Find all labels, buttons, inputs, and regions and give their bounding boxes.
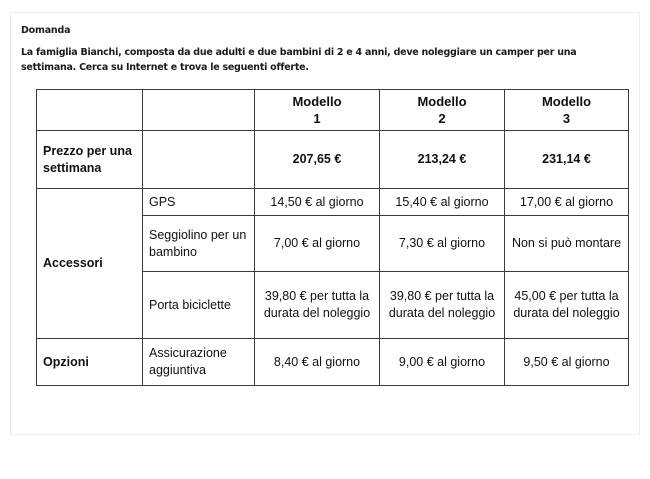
cell-gps-model-1: 14,50 € al giorno [255, 189, 380, 216]
row-label-accessori: Accessori [37, 189, 143, 339]
cell-gps-model-2: 15,40 € al giorno [380, 189, 505, 216]
header-model-2-line1: Modello [417, 94, 467, 109]
table-row [37, 189, 629, 216]
row-label-opzioni: Opzioni [37, 339, 143, 386]
row-sublabel-seggiolino: Seggiolino per un bambino [143, 216, 255, 272]
header-model-3-line2: 3 [562, 111, 571, 126]
question-heading: Domanda [21, 25, 71, 36]
cell-seggiolino-model-3: Non si può montare [505, 216, 629, 272]
cell-assicurazione-model-3: 9,50 € al giorno [505, 339, 629, 386]
row-sublabel-gps: GPS [143, 189, 255, 216]
header-model-1 [255, 90, 380, 131]
table-row [37, 131, 629, 189]
row-sublabel-assicurazione: Assicurazione aggiuntiva [143, 339, 255, 386]
question-card [10, 12, 640, 435]
cell-assicurazione-model-2: 9,00 € al giorno [380, 339, 505, 386]
cell-seggiolino-model-2: 7,30 € al giorno [380, 216, 505, 272]
cell-porta-biciclette-model-2: 39,80 € per tutta la durata del noleggio [380, 272, 505, 339]
row-sublabel-porta-biciclette: Porta biciclette [143, 272, 255, 339]
header-model-3-line1: Modello [541, 94, 592, 109]
header-model-1-line1: Modello [292, 94, 342, 109]
cell-prezzo-model-2: 213,24 € [380, 131, 505, 189]
row-label-prezzo: Prezzo per una settimana [37, 131, 143, 189]
cell-seggiolino-model-1: 7,00 € al giorno [255, 216, 380, 272]
header-model-2-line2: 2 [438, 111, 446, 126]
row-sublabel-prezzo [143, 131, 255, 189]
cell-porta-biciclette-model-1: 39,80 € per tutta la durata del noleggio [255, 272, 380, 339]
offers-table [36, 89, 629, 386]
cell-assicurazione-model-1: 8,40 € al giorno [255, 339, 380, 386]
cell-gps-model-3: 17,00 € al giorno [505, 189, 629, 216]
offers-table-container [36, 89, 628, 386]
question-text: La famiglia Bianchi, composta da due adulti e due bambini di 2 e 4 anni, deve noleggiare un camper per una settimana. Cerca su Internet e trova le seguenti offerte. [21, 47, 577, 73]
header-model-1-line2: 1 [313, 111, 321, 126]
header-blank-label [37, 90, 143, 131]
table-header-row [37, 90, 629, 131]
header-model-2 [380, 90, 505, 131]
cell-prezzo-model-1: 207,65 € [255, 131, 380, 189]
cell-prezzo-model-3: 231,14 € [505, 131, 629, 189]
header-model-3 [505, 90, 629, 131]
cell-porta-biciclette-model-3: 45,00 € per tutta la durata del noleggio [505, 272, 629, 339]
table-row [37, 339, 629, 386]
header-blank-sublabel [143, 90, 255, 131]
